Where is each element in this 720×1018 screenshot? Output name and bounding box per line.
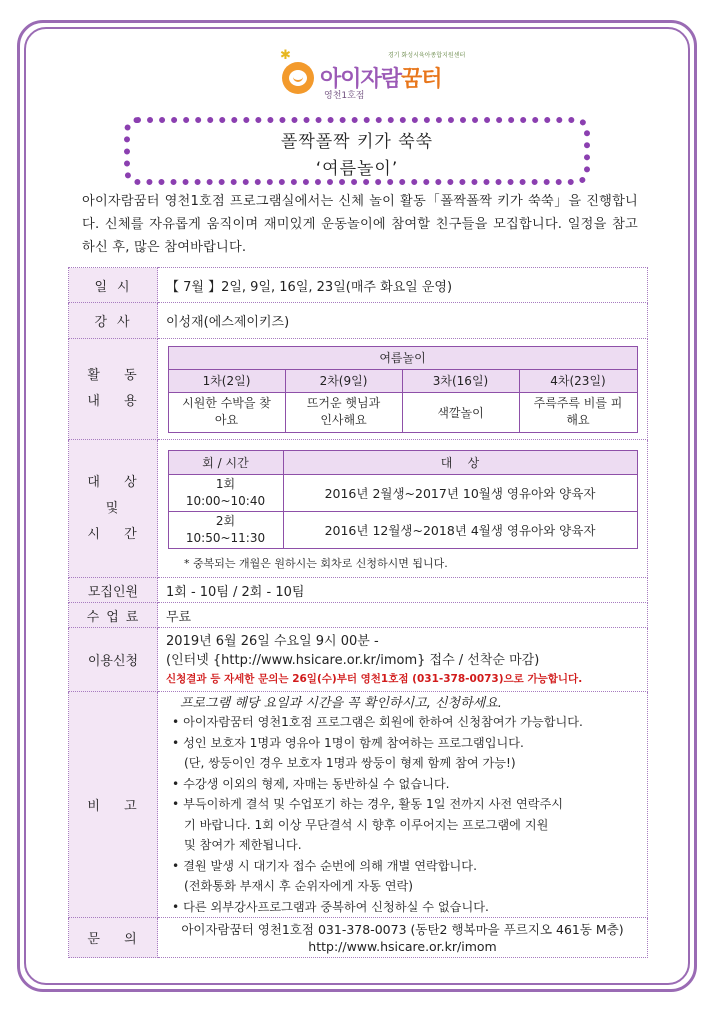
contact-cell	[158, 918, 648, 958]
col-time: 회 / 시간	[168, 451, 283, 475]
title-box	[124, 117, 590, 185]
apply-cell	[158, 628, 648, 692]
star-icon: ✱	[280, 48, 291, 63]
remarks-emphasis: 프로그램 해당 요일과 시간을 꼭 확인하시고, 신청하세요.	[180, 696, 502, 711]
contact-line-1: 아이자람꿈터 영천1호점 031-378-0073 (동탄2 행복마을 푸르지오 461동 M층)	[181, 921, 624, 937]
row-schedule	[69, 268, 648, 303]
value-recruit: 1회 - 10팀 / 2회 - 10팀	[158, 578, 648, 603]
remarks-cell	[158, 692, 648, 918]
col-target: 대 상	[283, 451, 637, 475]
activity-header: 여름놀이	[168, 346, 637, 369]
row-contact	[69, 918, 648, 958]
title-line-1: 폴짝폴짝 키가 쑥쑥	[280, 132, 434, 152]
row-recruit	[69, 578, 648, 603]
round-2: 2회 10:50~11:30	[168, 512, 283, 549]
session-1: 1차(2일)	[168, 369, 285, 392]
apply-line-1: 2019년 6월 26일 수요일 9시 00분 -	[166, 633, 379, 649]
row-target	[69, 440, 648, 578]
intro-text: 아이자람꿈터 영천1호점 프로그램실에서는 신체 놀이 활동「폴짝폴짝 키가 쑥쑥」을 진행합니다. 신체를 자유롭게 움직이며 재미있게 운동놀이에 참여할 친구들을 모집합니다. 일정을 참고하신 후, 많은 참여바랍니다.	[82, 194, 638, 255]
apply-notice: 신청결과 등 자세한 문의는 26일(수)부터 영천1호점 (031-378-0073)으로 가능합니다.	[166, 672, 583, 685]
content-2: 뜨거운 햇님과 인사해요	[285, 392, 402, 432]
remark-item: • 다른 외부강사프로그램과 중복하여 신청하실 수 없습니다.	[172, 899, 489, 914]
session-4: 4차(23일)	[519, 369, 637, 392]
value-schedule: 【 7월 】2일, 9일, 16일, 23일(매주 화요일 운영)	[158, 268, 648, 303]
logo	[280, 48, 480, 104]
row-fee	[69, 603, 648, 628]
label-apply: 이용신청	[69, 628, 158, 692]
value-fee: 무료	[158, 603, 648, 628]
remark-item: (전화통화 부재시 후 순위자에게 자동 연락)	[184, 879, 414, 893]
smile-face-icon	[282, 62, 314, 94]
logo-name: 아이자람꿈터	[320, 67, 442, 92]
activity-cell	[158, 339, 648, 440]
session-3: 3차(16일)	[402, 369, 519, 392]
target-note: * 중복되는 개월은 원하시는 회차로 신청하시면 됩니다.	[184, 557, 448, 570]
logo-branch: 영천1호점	[324, 91, 365, 101]
title-line-2: ‘여름놀이’	[315, 159, 399, 179]
logo-org: 경기 화성시육아종합지원센터	[388, 52, 466, 59]
label-activity: 활 동 내 용	[69, 339, 158, 440]
label-recruit: 모집인원	[69, 578, 158, 603]
row-apply	[69, 628, 648, 692]
remark-item: (단, 쌍둥이인 경우 보호자 1명과 쌍둥이 형제 함께 참여 가능!)	[184, 756, 516, 770]
remark-item: 기 바랍니다. 1회 이상 무단결석 시 향후 이루어지는 프로그램에 지원	[184, 817, 549, 832]
apply-line-2: (인터넷 {http://www.hsicare.or.kr/imom} 접수 / 선착순 마감)	[166, 652, 540, 668]
label-contact: 문 의	[69, 918, 158, 958]
label-target: 대 상 및 시 간	[69, 440, 158, 578]
label-remarks: 비 고	[69, 692, 158, 918]
info-table	[68, 267, 648, 958]
remarks-list	[166, 712, 639, 917]
remark-item: 및 참여가 제한됩니다.	[184, 838, 302, 852]
activity-table	[168, 346, 638, 433]
row-remarks	[69, 692, 648, 918]
remark-item: • 부득이하게 결석 및 수업포기 하는 경우, 활동 1일 전까지 사전 연락주시	[172, 797, 564, 811]
target-table	[168, 450, 638, 549]
row-activity	[69, 339, 648, 440]
session-2: 2차(9일)	[285, 369, 402, 392]
label-instructor: 강사	[69, 303, 158, 339]
label-fee: 수업료	[69, 603, 158, 628]
target-1: 2016년 2월생~2017년 10월생 영유아와 양육자	[283, 475, 637, 512]
content-4: 주륵주륵 비를 피해요	[519, 392, 637, 432]
remark-item: • 아이자람꿈터 영천1호점 프로그램은 회원에 한하여 신청참여가 가능합니다.	[172, 715, 583, 729]
content-1: 시원한 수박을 찾아요	[168, 392, 285, 432]
round-1: 1회 10:00~10:40	[168, 475, 283, 512]
label-schedule: 일시	[69, 268, 158, 303]
target-cell	[158, 440, 648, 578]
remark-item: • 결원 발생 시 대기자 접수 순번에 의해 개별 연락합니다.	[172, 858, 477, 873]
target-2: 2016년 12월생~2018년 4월생 영유아와 양육자	[283, 512, 637, 549]
row-instructor	[69, 303, 648, 339]
content-3: 색깔놀이	[402, 392, 519, 432]
remark-item: • 성인 보호자 1명과 영유아 1명이 함께 참여하는 프로그램입니다.	[172, 735, 524, 750]
value-instructor: 이성재(에스제이키즈)	[158, 303, 648, 339]
remark-item: • 수강생 이외의 형제, 자매는 동반하실 수 없습니다.	[172, 776, 450, 791]
contact-link[interactable]: http://www.hsicare.or.kr/imom	[308, 938, 497, 954]
